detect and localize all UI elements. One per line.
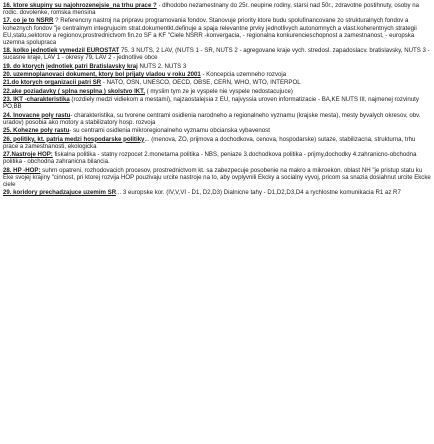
list-item	[3, 112, 431, 126]
list-item	[3, 127, 431, 134]
entry-text: NUTS 2. NUTS 3	[137, 62, 187, 70]
list-item	[3, 79, 431, 86]
entry-text: ... (menova, ZO, prijmova a dochodkova, cenova, hospodarske) sutaze, stabilizacna, strukturna, trhu prace a zamestnanosti, ekologicka	[3, 135, 416, 150]
entry-term: 16. ktore skupiny su najohrozenejsie_na trhu prace ?	[3, 2, 157, 9]
entry-text: fiskalna politika - statny rozpocet 2.monetarna politika - NBS, peniaze 3.dochodkova politika - prijmy,dochodky 4.zahranicno-obchodna politika - obchodna zahranicna bilancia.	[3, 151, 417, 166]
entry-term: 27.Nastroje HOP:	[3, 151, 53, 159]
list-item	[3, 63, 431, 70]
entry-term: 21.do ktorych organizacii patri SR	[3, 79, 102, 87]
entry-term: 28. HP -HOP:	[3, 166, 41, 174]
list-item	[3, 71, 431, 78]
entry-text: suhrn opatreni, rozhodovacich procesov, prostrednictvom kt. sa zabezpecuje posobenie na makro a mikroekon. oblast NH "je pristup statu ku Eke svojej krajiny "cinnost, pri ktorej rozvija HOP pouzivaju urcite nastroje na to, aby ovplyvnili Ekcky a socialny vyvoj, pricom sa snazia dosiahnut urcite Ekcke ciele	[3, 166, 431, 188]
entry-term: 29. koridory prechadzajuce uzemim SR	[3, 189, 117, 197]
document-page	[0, 0, 434, 196]
entry-text: ( myslim tym ze je vyspele nie vyspele nedostacujuce)	[144, 87, 293, 95]
list-item	[3, 17, 431, 45]
list-item	[3, 136, 431, 150]
list-item	[3, 167, 431, 188]
entry-term: 17. co je to NSRR	[3, 17, 54, 25]
entry-text: - su centrami osidlenia mikroregionalneho vyznamu obcianska vybavenost	[69, 127, 270, 135]
list-item	[3, 96, 431, 110]
list-item	[3, 189, 431, 196]
entry-text: - dlhodobo nezamestnany do 25r. neupine rodiny, starsi nad 50r., zdravotne postihnuty, osoby na rodic. dovolenke, romska mensina	[3, 2, 420, 17]
entry-term: 24. Inovacne poly rastu	[3, 111, 71, 119]
entry-term: 23. IKT -charakteristika	[3, 96, 70, 104]
entry-term: 26. politiky, kt. patria medzi hospodarske politiky	[3, 135, 145, 143]
entry-term: 25. Kohezne poly rastu	[3, 127, 70, 135]
list-item	[3, 151, 431, 165]
entry-text: ? Referencny nastroj na pripravu programovania fondov. Stanovuje priority ktore budu spolufinancovane zo strukturalnych fondov a koheznych fondov "je centralnym integrujucim strat.dokumentkt.definuje a spaja relevantne prvky jednotlivych autonomnych a vlast.koherentnych strategii EU,statu,sektorov a regionov,prostrednictvom fin.zo SF a KF "Ciele NSRR -konvergacia, - regionalna konkurencieschopnost a zamestnanost, - europska uzemna spolupraca	[3, 17, 417, 46]
entry-text: - charakteristika, su tvorene centrami osidlenia narodneho a regionalneho vyznamu (krajske mesta), mesty byvalych okresov, obv. uradov) posobia ako motory a stabilizatory hosp. rozvoja	[3, 111, 421, 126]
entry-text: - Koncepcia uzemneho rozvoja	[200, 71, 287, 79]
entry-text: (rozdiely medzi vidiekom a mestami), najzaostalejsia z EU, najvyssia uroven informatizacie - BA,KE NUTS III, najmenej rozvinuty PO,BB	[3, 96, 419, 111]
list-item	[3, 47, 431, 61]
entry-text: 75. 3 NUTS, 2 LAV, (NUTS 1 - SR, NUTS 2 - agregovane kraje vych. stredosl. zapadoslacv. bratislavsky, NUTS 3 - sucasne kraje, LAV 1 - okresy 79, LAV 2 - jednotlive obce	[3, 47, 430, 62]
list-item	[3, 2, 431, 16]
entry-term: 18. kolko jednotiek vymedzil EUROSTAT	[3, 47, 120, 55]
entry-text: ... 3 europske kor. (IV,V,VI - D1, D2,D3) Dialnicne tahy - D1,D2,D3,D4 a rychlostne komunikacia R1 az R7	[116, 189, 401, 197]
entry-term: 22.ake poziadavky ( splna nesplna ) skolstvo IKT,	[3, 87, 145, 95]
entry-term: 19. do ktorych jednotiek patri Bratislavsky kraj	[3, 62, 138, 70]
list-item	[3, 88, 431, 95]
entry-text: - NATO, OSN, UNESCO, OECD, OBSE, CERN, WHO, WTO, INTERPOL	[101, 79, 301, 87]
entry-term: 20. uzemnoplanovaci dokument, ktory bol prijaty vladou v roku 2001	[3, 71, 201, 79]
